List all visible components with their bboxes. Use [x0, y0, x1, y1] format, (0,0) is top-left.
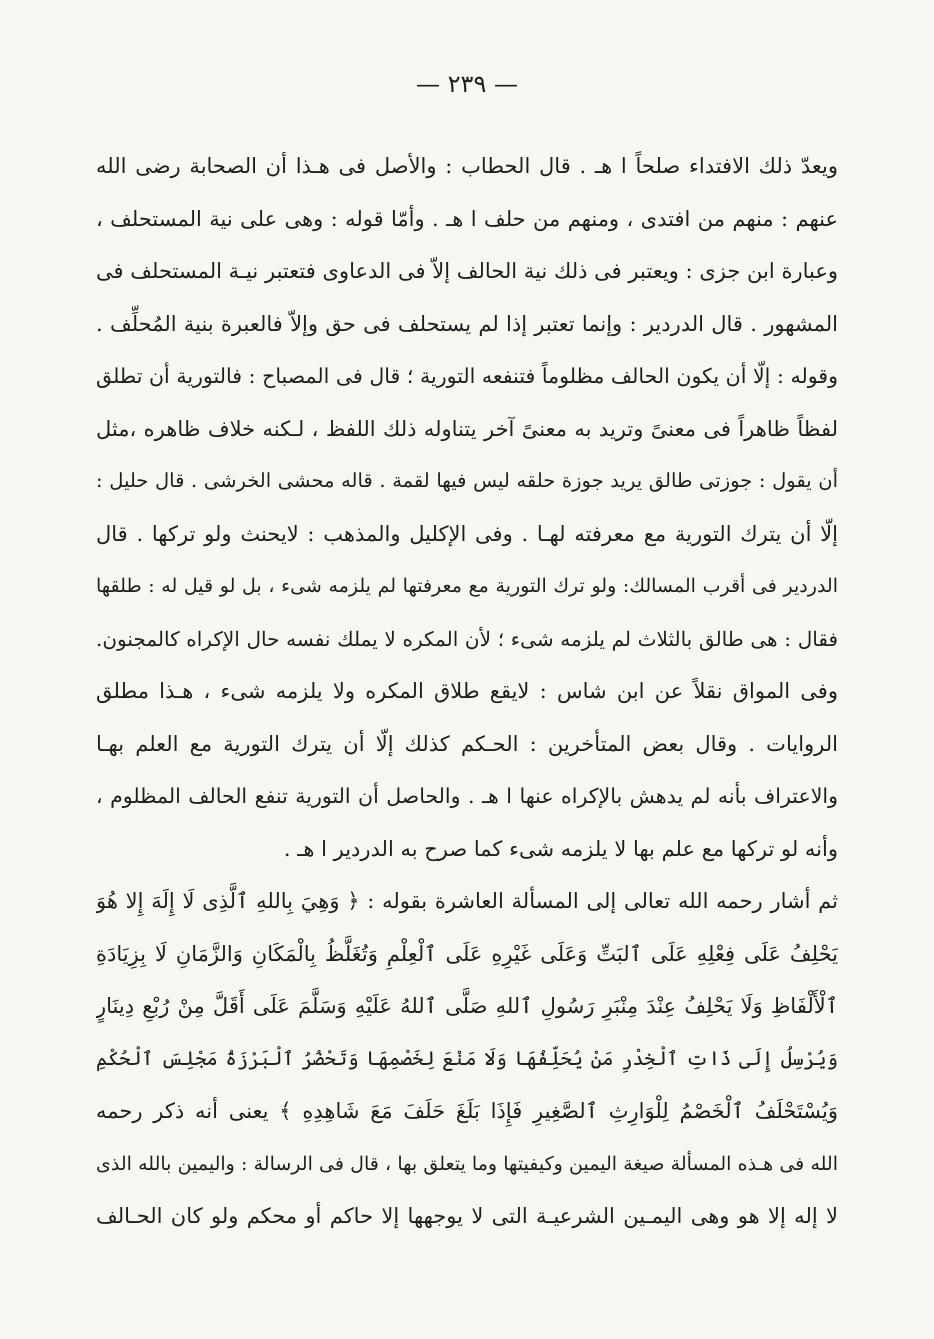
text-line: وَيُرْسِلُ إِلَى ذَاتِ ٱلْخِدْرِ مَنْ يُحَلِّفُهَا وَلَا مَنْعَ لِخَصْمِهَا وَتَحْضُرُ ٱلْبَرْزَةُ مَجْلِسَ ٱلْحُكْمِ	[96, 1046, 838, 1070]
body-text	[96, 140, 838, 1243]
text-line: وفى المواق نقلاً عن ابن شاس : لايقع طلاق المكره ولا يلزمه شىء ، هـذا مطلق	[96, 679, 838, 703]
text-line: وَيُسْتَحْلَفُ ٱلْخَصْمُ لِلْوَارِثِ ٱلصَّغِيرِ فَإِذَا بَلَغَ حَلَفَ مَعَ شَاهِدِهِ ﴾ يعنى أنه ذكر رحمه	[96, 1099, 838, 1123]
text-line: لا إله إلا هو وهى اليمـين الشرعيـة التى لا يوجهها إلا حاكم أو محكم ولو كان الحـالف	[96, 1204, 838, 1228]
text-line: فقال : هى طالق بالثلاث لم يلزمه شىء ؛ لأن المكره لا يملك نفسه حال الإكراه كالمجنون.	[96, 626, 838, 651]
text-line: وقوله : إلّا أن يكون الحالف مظلوماً فتنفعه التورية ؛ قال فى المصباح : فالتورية أن تطلق	[96, 364, 838, 388]
text-line: الروايات . وقال بعض المتأخرين : الحـكم كذلك إلّا أن يترك التورية مع العلم بهـا	[96, 731, 838, 756]
text-line: عنهم : منهم من افتدى ، ومنهم من حلف ا هـ . وأمّا قوله : وهى على نية المستحلف ،	[96, 206, 838, 231]
text-line: المشهور . قال الدردير : وإنما تعتبر إذا لم يستحلف فى حق وإلاّ فالعبرة بنية المُحلِّف .	[96, 311, 838, 336]
text-line: وعبارة ابن جزى : ويعتبر فى ذلك نية الحالف إلاّ فى الدعاوى فتعتبر نيـة المستحلف فى	[96, 259, 838, 283]
text-line: ويعدّ ذلك الافتداء صلحاً ا هـ . قال الحطاب : والأصل فى هـذا أن الصحابة رضى الله	[96, 154, 838, 178]
text-line: يَحْلِفُ عَلَى فِعْلِهِ عَلَى ٱلبَتِّ وَعَلَى غَيْرِهِ عَلَى ٱلْعِلْمِ وَتُغَلَّظُ بِالْمَكَانِ وَالزَّمَانِ لَا بِزِيَادَةِ	[96, 941, 838, 966]
text-line: الله فى هـذه المسألة صيغة اليمين وكيفيتها وما يتعلق بها ، قال فى الرسالة : واليمين بالله الذى	[96, 1152, 838, 1175]
text-line: والاعتراف بأنه لم يدهش بالإكراه عنها ا هـ . والحاصل أن التورية تنفع الحالف المظلوم ،	[96, 784, 838, 808]
text-line: لفظاً ظاهراً فى معنىً وتريد به معنىً آخر يتناوله ذلك اللفظ ، لـكنه خلاف ظاهره ،مثل	[96, 416, 838, 441]
text-line: ٱلْأَلْفَاظِ وَلَا يَحْلِفُ عِنْدَ مِنْبَرِ رَسُولِ ٱللهِ صَلَّى ٱللهُ عَلَيْهِ وَسَلَّمَ عَلَى أَقَلَّ مِنْ رُبْعِ دِينَارٍ	[96, 994, 838, 1018]
text-line: الدردير فى أقرب المسالك: ولو ترك التورية مع معرفتها لم يلزمه شىء ، بل لو قيل له : طلقها	[96, 575, 838, 597]
text-line: وأنه لو تركها مع علم بها لا يلزمه شىء كما صرح به الدردير ا هـ .	[283, 836, 838, 861]
text-line: ثم أشار رحمه الله تعالى إلى المسألة العاشرة بقوله : ﴿ وَهِيَ بِاللهِ ٱلَّذِى لَا إِلَهَ إِلا هُوَ	[96, 889, 838, 913]
page-number: — ٢٣٩ —	[416, 70, 518, 98]
text-line: أن يقول : جوزتى طالق يريد جوزة حلقه ليس فيها لقمة . قاله محشى الخرشى . قال حليل :	[96, 469, 838, 492]
text-line: إلّا أن يترك التورية مع معرفته لهـا . وفى الإكليل والمذهب : لايحنث ولو تركها . قال	[96, 521, 838, 546]
